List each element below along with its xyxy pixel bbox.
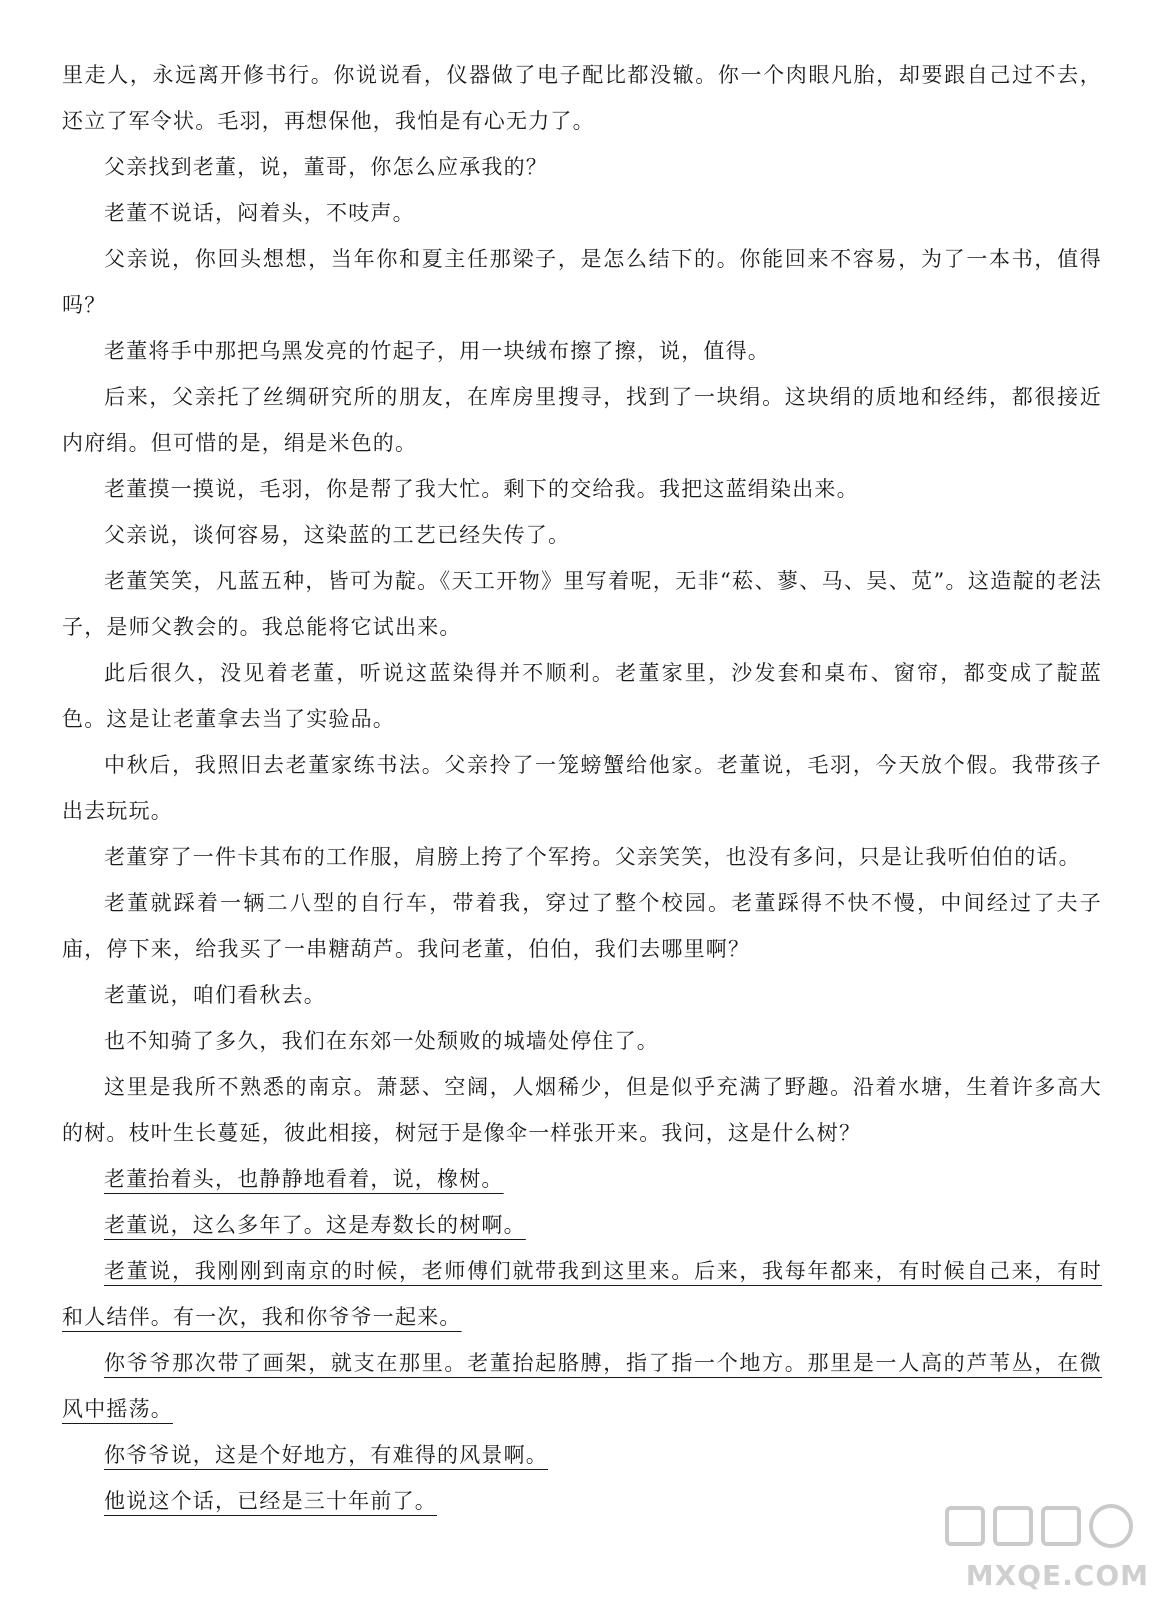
- paragraph-text: 你爷爷那次带了画架，就支在那里。老董抬起胳膊，指了指一个地方。那里是一人高的芦苇丛，在微风中摇荡。: [62, 1351, 1102, 1421]
- paragraph-text: 父亲说，你回头想想，当年你和夏主任那梁子，是怎么结下的。你能回来不容易，为了一本书，值得吗？: [62, 247, 1102, 317]
- underlined-paragraph: [62, 1432, 1102, 1478]
- paragraph-text: 老董将手中那把乌黑发亮的竹起子，用一块绒布擦了擦，说，值得。: [104, 339, 770, 363]
- paragraph-text: 老董抬着头，也静静地看着，说，橡树。: [104, 1167, 504, 1191]
- underlined-paragraph: [62, 1156, 1102, 1202]
- watermark-logo: [939, 1502, 1149, 1592]
- watermark-logo-icon: [939, 1502, 1149, 1552]
- underlined-paragraph: [62, 1202, 1102, 1248]
- paragraph-text: 这里是我所不熟悉的南京。萧瑟、空阔，人烟稀少，但是似乎充满了野趣。沿着水塘，生着许多高大的树。枝叶生长蔓延，彼此相接，树冠于是像伞一样张开来。我问，这是什么树？: [62, 1075, 1102, 1145]
- paragraph: [62, 1064, 1102, 1156]
- paragraph-text: 老董就踩着一辆二八型的自行车，带着我，穿过了整个校园。老董踩得不快不慢，中间经过了夫子庙，停下来，给我买了一串糖葫芦。我问老董，伯伯，我们去哪里啊？: [62, 891, 1102, 961]
- paragraph: [62, 650, 1102, 742]
- paragraph: [62, 1018, 1102, 1064]
- paragraph: [62, 374, 1102, 466]
- paragraph: [62, 512, 1102, 558]
- paragraph-text: 老董说，这么多年了。这是寿数长的树啊。: [104, 1213, 526, 1237]
- paragraph: [62, 466, 1102, 512]
- paragraph: [62, 972, 1102, 1018]
- paragraph-text: 你爷爷说，这是个好地方，有难得的风景啊。: [104, 1443, 548, 1467]
- paragraph-text: 老董穿了一件卡其布的工作服，肩膀上挎了个军挎。父亲笑笑，也没有多问，只是让我听伯伯的话。: [104, 845, 1081, 869]
- paragraph-text: 他说这个话，已经是三十年前了。: [104, 1489, 437, 1513]
- document-page: [62, 52, 1102, 1524]
- paragraph-text: 老董不说话，闷着头，不吱声。: [104, 201, 415, 225]
- paragraph-text: 老董说，咱们看秋去。: [104, 983, 326, 1007]
- paragraph-text: 后来，父亲托了丝绸研究所的朋友，在库房里搜寻，找到了一块绢。这块绢的质地和经纬，都很接近内府绢。但可惜的是，绢是米色的。: [62, 385, 1102, 455]
- paragraph-text: 此后很久，没见着老董，听说这蓝染得并不顺利。老董家里，沙发套和桌布、窗帘，都变成了靛蓝色。这是让老董拿去当了实验品。: [62, 661, 1102, 731]
- paragraph: [62, 52, 1102, 144]
- paragraph-text: 父亲说，谈何容易，这染蓝的工艺已经失传了。: [104, 523, 571, 547]
- paragraph: [62, 190, 1102, 236]
- paragraph: [62, 558, 1102, 650]
- paragraph: [62, 880, 1102, 972]
- paragraph-text: 老董说，我刚刚到南京的时候，老师傅们就带我到这里来。后来，我每年都来，有时候自己来，有时和人结伴。有一次，我和你爷爷一起来。: [62, 1259, 1102, 1329]
- paragraph-text: 老董笑笑，凡蓝五种，皆可为靛。《天工开物》里写着呢，无非“菘、蓼、马、吴、苋”。这造靛的老法子，是师父教会的。我总能将它试出来。: [62, 569, 1102, 639]
- paragraph: [62, 328, 1102, 374]
- watermark-text: MXQE.COM: [965, 1559, 1149, 1592]
- paragraph-text: 父亲找到老董，说，董哥，你怎么应承我的？: [104, 155, 548, 179]
- paragraph: [62, 742, 1102, 834]
- paragraph: [62, 144, 1102, 190]
- paragraph-text: 中秋后，我照旧去老董家练书法。父亲拎了一笼螃蟹给他家。老董说，毛羽，今天放个假。我带孩子出去玩玩。: [62, 753, 1102, 823]
- paragraph: [62, 834, 1102, 880]
- paragraph-text: 里走人，永远离开修书行。你说说看，仪器做了电子配比都没辙。你一个肉眼凡胎，却要跟自己过不去，还立了军令状。毛羽，再想保他，我怕是有心无力了。: [62, 63, 1102, 133]
- paragraph: [62, 236, 1102, 328]
- underlined-paragraph: [62, 1248, 1102, 1340]
- paragraph-text: 也不知骑了多久，我们在东郊一处颓败的城墙处停住了。: [104, 1029, 659, 1053]
- paragraph-text: 老董摸一摸说，毛羽，你是帮了我大忙。剩下的交给我。我把这蓝绢染出来。: [104, 477, 859, 501]
- underlined-paragraph: [62, 1340, 1102, 1432]
